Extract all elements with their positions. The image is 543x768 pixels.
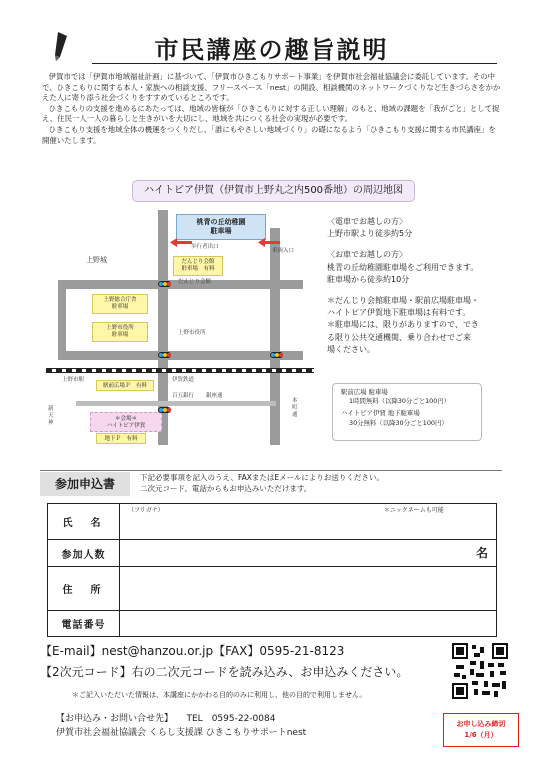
- email-fax-line: 【E-mail】nest@hanzou.or.jp【FAX】0595-21-8123: [40, 644, 345, 658]
- parking-fees-box: [332, 383, 482, 441]
- name-row[interactable]: [48, 504, 496, 540]
- qr-instruction-line: 【2次元コード】右の二次元コードを読み込み、お申込みください。: [40, 665, 409, 679]
- application-note-line: 下記必要事項を記入のうえ、FAXまたはEメールによりお送りください。: [140, 473, 384, 482]
- phone-row[interactable]: [48, 611, 496, 636]
- arrow-left-icon: [258, 238, 280, 247]
- railway-label: 伊賀鉄道: [172, 377, 195, 383]
- intro-paragraph: 伊賀市では「伊賀市地域福祉計画」に基づいて、「伊賀市ひきこもりサポート事業」を伊賀市社会福祉協議会に委託しています。その中で、ひきこもりに関する本人・家族への相談支援、フリースペース「nest」の開設、相談機関のネットワークづくりなど生きづらさをかかえた人に寄り添う社会づくりをすすめているところです。: [42, 72, 501, 103]
- traffic-signal-icon: [158, 352, 171, 358]
- deadline-label: お申し込み締切: [456, 720, 506, 728]
- parking-note: ＊だんじり会館駐車場・駅前広場駐車場・: [327, 296, 479, 306]
- privacy-note: ＊ご記入いただいた情報は、本講座にかかわる目的のみに利用し、他の目的で利用しません。: [72, 691, 367, 699]
- deadline-date: 1/6（月）: [464, 731, 498, 739]
- nickname-note: ＊ニックネームも可能: [384, 507, 444, 514]
- participants-label: 参加人数: [48, 540, 120, 566]
- basement-parking: 地下Ｐ 有料: [96, 433, 146, 444]
- bank-label: 百五銀行: [172, 393, 195, 399]
- application-note: [140, 473, 500, 494]
- intro-paragraph: ひきこもり支援を地域全体の機運をつくりだし、「誰にもやさしい地域づくり」の礎になるよう「ひきこもり支援に関する市民講座」を開催いたします。: [42, 124, 496, 145]
- car-entrance-label: 車両入口: [272, 248, 295, 254]
- train-text: 上野市駅より徒歩約5分: [327, 229, 413, 239]
- map-road: [58, 351, 303, 360]
- area-map: [46, 210, 314, 445]
- map-road: [58, 280, 66, 360]
- train-title: 〈電車でお越しの方〉: [327, 217, 407, 226]
- traffic-signal-icon: [270, 352, 283, 358]
- ginza-label: 銀座通: [206, 393, 223, 399]
- danjiri-parking: だんじり会館 駐車場 有料: [173, 256, 223, 276]
- pref-office-parking: 上野総合庁舎 駐車場: [92, 294, 148, 314]
- shin-tenjin-label: 新天神: [48, 406, 54, 426]
- access-info: [327, 216, 517, 356]
- station-label: 上野市駅: [62, 377, 85, 383]
- page-title: 市民講座の趣旨説明: [154, 36, 389, 64]
- application-form: [47, 503, 497, 637]
- address-label: 住 所: [48, 567, 120, 610]
- car-text: 駐車場から徒歩約10分: [327, 274, 410, 284]
- ueno-castle-label: 上野城: [86, 256, 107, 264]
- participants-unit: 名: [475, 546, 488, 560]
- arrow-left-icon: [170, 238, 192, 247]
- parking-note: ハイトピア伊賀地下駐車場は有料です。: [327, 308, 471, 318]
- city-office-parking: 上野市役所 駐車場: [92, 322, 148, 342]
- inquiry-line: 【お申込み・お問い合せ先】 TEL 0595-22-0084: [56, 714, 276, 724]
- map-heading: ハイトピア伊賀（伊賀市上野丸之内500番地）の周辺地図: [132, 180, 415, 202]
- railway: [46, 368, 314, 373]
- parking-fee: 30分無料（以降30分ごと100円）: [349, 418, 448, 427]
- title-underline: [92, 63, 497, 64]
- parking-fee: 1時間無料（以降30分ごと100円）: [349, 397, 451, 406]
- application-heading: 参加申込書: [40, 472, 130, 496]
- application-note-line: 二次元コード、電話からもお申込みいただけます。: [140, 483, 312, 493]
- car-text: 桃青の丘幼稚園駐車場をご利用できます。: [327, 262, 479, 272]
- parking-name: ハイトピア伊賀 地下駐車場: [341, 409, 420, 418]
- parking-note: 場ください。: [327, 344, 375, 354]
- phone-label: 電話番号: [48, 611, 120, 636]
- danjiri-label: だんじり会館: [178, 279, 212, 285]
- city-hall-label: 上野市役所: [178, 330, 206, 336]
- traffic-signal-icon: [158, 281, 171, 287]
- intro-paragraph: ひきこもりの支援を進めるにあたっては、地域の皆様が「ひきこもりに対する正しい理解」のもと、地域の課題を「我がごと」として捉え、住民一人一人の暮らしと生きがいを大切にし、地域を共につくる社会の実現が必要です。: [42, 103, 500, 124]
- deadline-box: [443, 713, 519, 747]
- venue-highpia: ＊会場＊ ハイトピア伊賀: [90, 412, 162, 432]
- qr-code-icon[interactable]: [452, 643, 508, 699]
- map-road: [76, 401, 276, 406]
- pedestrian-exit-label: 歩行者出口: [191, 244, 219, 250]
- name-label: 氏 名: [48, 504, 120, 539]
- parking-note: ＊駐車場には、限りがありますので、でき: [327, 320, 479, 330]
- intro-text: [42, 72, 502, 146]
- kindergarten-parking: 桃青の丘幼稚園 駐車場: [176, 214, 266, 240]
- participants-row[interactable]: [48, 540, 496, 567]
- address-row[interactable]: [48, 567, 496, 611]
- parking-name: 駅前広場 駐車場: [341, 388, 388, 396]
- car-title: 〈お車でお越しの方〉: [327, 250, 407, 260]
- office-name: 伊賀市社会福祉協議会 くらし支援課 ひきこもりサポートnest: [56, 728, 307, 738]
- furigana-label: （フリガナ）: [128, 507, 164, 514]
- hon-machi-label: 本町通: [292, 398, 298, 418]
- map-road: [270, 228, 280, 445]
- parking-note: る限り公共交通機関、乗り合わせでご来: [327, 332, 471, 342]
- traffic-signal-icon: [158, 407, 171, 413]
- section-divider: [40, 470, 502, 471]
- ekimae-parking: 駅前広場Ｐ 有料: [96, 380, 154, 391]
